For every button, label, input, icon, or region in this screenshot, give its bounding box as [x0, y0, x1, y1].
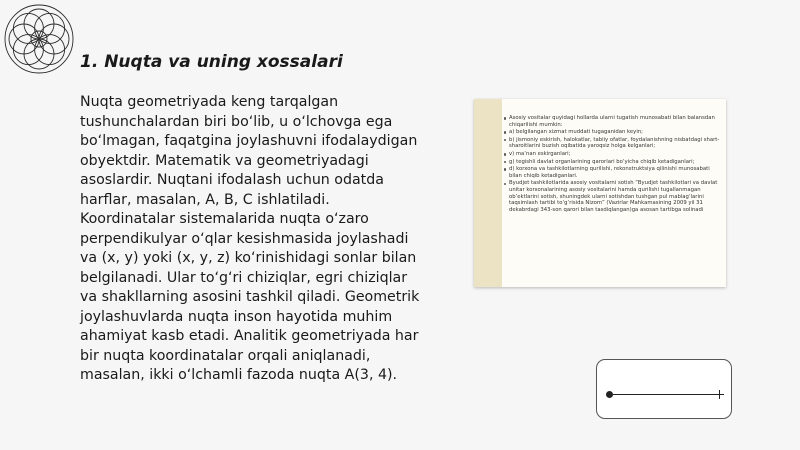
point-segment-diagram — [596, 359, 732, 419]
document-item: d) korxona va tashkilotlarning qurilishi, rekonstruktsiya qilinishi munosabati bilan chiqib ketadiganlari. — [504, 166, 720, 179]
segment-line — [609, 394, 721, 395]
document-item: b) jismoniy eskirish, halokatlar, tabiiy ofatlar, foydalanishning nisbatdagi shart-sharoitlarini buzish oqibatida yaroqsiz holga kelganlari; — [504, 137, 720, 150]
document-item: Byudjet tashkilotlarida asosiy vositalarni sotish “Byudjet tashkilotlari va davlat unitar korxonalarining asosiy vositalarini hamda qurilishi tugallanmagan ob’ektlarini sotish, shuningdek ularni sotishdan tushgan pul mablag‘larini taqsimlash tartibi to‘g‘risida Nizom” (Vazirlar Mahkamasining 2009 yil 31 dekabrdagi 343-son qarori bilan tasdiqlangan)ga asosan tartibga solinadi — [504, 180, 720, 213]
document-list — [504, 115, 720, 214]
document-item: Asosiy vositalar quyidagi hollarda ularni tugatish munosabati bilan balansdan chiqarilishi mumkin: — [504, 115, 720, 128]
point-dot-icon — [606, 391, 613, 398]
document-spine — [474, 99, 502, 287]
document-item: g) tegishli davlat organlarining qarorlari bo‘yicha chiqib ketadiganlari; — [504, 159, 720, 166]
cross-mark-icon — [719, 390, 720, 399]
rosette-logo-icon — [2, 2, 76, 76]
document-item: a) belgilangan xizmat muddati tugaganidan keyin; — [504, 129, 720, 136]
document-item: v) ma’nan eskirganlari; — [504, 151, 720, 158]
body-paragraph: Nuqta geometriyada keng tarqalgan tushunchalardan biri bo‘lib, u o‘lchovga ega bo‘lmagan, faqatgina joylashuvni ifodalaydigan obyektdir. Matematik va geometriyadagi asoslardir. Nuqtani ifodalash uchun odatda harflar, masalan, A, B, C ishlatiladi. Koordinatalar sistemalarida nuqta o‘zaro perpendikulyar o‘qlar kesishmasida joylashadi va (x, y) yoki (x, y, z) ko‘rinishidagi sonlar bilan belgilanadi. Ular to‘g‘ri chiziqlar, egri chiziqlar va shakllarning asosini tashkil qiladi. Geometrik joylashuvlarda nuqta inson hayotida muhim ahamiyat kasb etadi. Analitik geometriyada har bir nuqta koordinatalar orqali aniqlanadi, masalan, ikki o‘lchamli fazoda nuqta A(3, 4). — [80, 94, 420, 383]
slide-title: 1. Nuqta va uning xossalari — [80, 52, 343, 72]
document-image — [474, 99, 726, 287]
